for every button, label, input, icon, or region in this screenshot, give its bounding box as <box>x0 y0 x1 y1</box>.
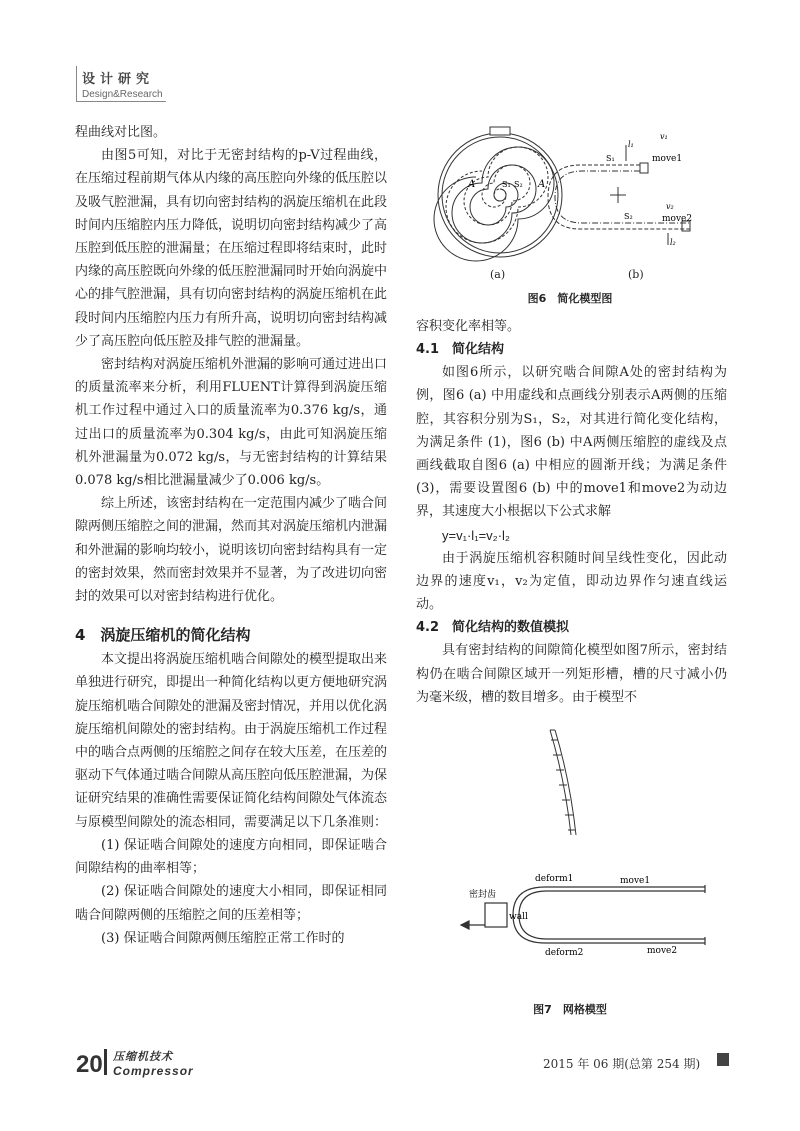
label-move1: move1 <box>620 876 651 886</box>
paragraph: 密封结构对涡旋压缩机外泄漏的影响可通过进出口的质量流率来分析，利用FLUENT计算得到涡旋压缩机工作过程中通过入口的质量流率为0.376 kg/s，通过出口的质量流率为0.304 kg/s，由此可知涡旋压缩机外泄漏量为0.072 kg/s，与无密封结构的计算结果0.078 kg/s相比泄漏量减少了0.006 kg/s。 <box>75 357 388 489</box>
logo-en: Compressor <box>113 1064 194 1078</box>
paragraph: 本文提出将涡旋压缩机啮合间隙处的模型提取出来单独进行研究，即提出一种简化结构以更方便地研究涡旋压缩机啮合间隙处的泄漏及密封情况，并用以优化涡旋压缩机间隙处的密封结构。由于涡旋压缩机工作过程中的啮合点两侧的压缩腔之间存在较大压差，在压差的驱动下气体通过啮合间隙从高压腔向低压腔泄漏，为保证研究结果的准确性需要保证简化结构间隙处气体流态与原模型间隙处的流态相同，需要满足以下几条准则： <box>75 652 388 830</box>
criterion-2: (2) 保证啮合间隙处的速度大小相同，即保证相同啮合间隙两侧的压缩腔之间的压差相等； <box>75 884 387 923</box>
label-deform2: deform2 <box>545 948 584 958</box>
label-v1: v₁ <box>660 132 668 141</box>
label-seal-teeth: 密封齿 <box>469 890 497 900</box>
label-l1: l₁ <box>628 140 634 149</box>
paragraph: 容积变化率相等。 <box>416 319 521 334</box>
figure-6a-scroll <box>434 127 562 261</box>
label-s2-b: S₂ <box>624 212 633 221</box>
subsection-heading: 4.2 简化结构的数值模拟 <box>416 620 570 636</box>
page-number: 20 <box>76 1051 103 1078</box>
label-l2: l₂ <box>670 238 676 247</box>
section-heading: 4 涡旋压缩机的简化结构 <box>75 626 251 645</box>
paragraph: 具有密封结构的间隙简化模型如图7所示，密封结构仍在啮合间隙区域开一列矩形槽，槽的尺寸减小仍为毫米级，槽的数目增多。由于模型不 <box>416 643 727 705</box>
subsection-heading: 4.1 简化结构 <box>416 342 505 358</box>
figure-6b-label: (b) <box>628 268 644 281</box>
left-column <box>75 121 387 950</box>
figure-7-diagram <box>455 725 715 980</box>
criterion-1: (1) 保证啮合间隙处的速度方向相同，即保证啮合间隙结构的曲率相等； <box>75 837 387 877</box>
label-move2: move2 <box>662 214 693 224</box>
figure-6-diagram <box>430 125 730 275</box>
journal-logo <box>113 1048 194 1078</box>
label-wall: wall <box>509 912 528 922</box>
paragraph: 程曲线对比图。 <box>75 125 167 140</box>
footer-square <box>717 1053 729 1066</box>
header-rule-horizontal <box>76 101 166 102</box>
label-move1: move1 <box>652 154 683 164</box>
label-v2: v₂ <box>666 202 674 211</box>
label-a-left: A <box>468 179 476 190</box>
figure-7-caption: 图7 网格模型 <box>533 1003 607 1016</box>
label-s1-b: S₁ <box>606 154 615 163</box>
figure-7-mesh-strip <box>550 730 576 835</box>
header-section-en: Design&Research <box>82 89 163 100</box>
label-s2: S₂ <box>514 180 523 189</box>
paragraph: 由于涡旋压缩机容积随时间呈线性变化，因此动边界的速度v₁，v₂为定值，即动边界作匀速直线运动。 <box>416 550 727 613</box>
label-s1: S₁ <box>502 180 511 189</box>
paragraph: 综上所述，该密封结构在一定范围内减少了啮合间隙两侧压缩腔之间的泄漏，然而其对涡旋压缩机内泄漏和外泄漏的影响均较小，说明该切向密封结构具有一定的密封效果，然而密封效果并不显著，为了改进切向密封的效果可以对密封结构进行优化。 <box>75 496 388 605</box>
paragraph: 如图6所示，以研究啮合间隙A处的密封结构为例，图6 (a) 中用虚线和点画线分别表示A两侧的压缩腔，其容积分别为S₁，S₂，对其进行简化变化结构，为满足条件 (1)，图6 (b) 中A两侧压缩腔的虚线及点画线截取自图6 (a) 中相应的圆渐开线；为满足条件 (3)，需要设置图6 (b) 中的move1和move2为动边界，其速度大小根据以下公式求解 <box>416 365 727 520</box>
figure-6-caption: 图6 简化模型图 <box>527 292 613 305</box>
criterion-3: (3) 保证啮合间隙两侧压缩腔正常工作时的 <box>101 930 345 946</box>
right-column <box>416 315 727 709</box>
header-rule-vertical <box>76 66 77 102</box>
figure-6a-label: (a) <box>490 268 506 281</box>
paragraph: 由图5可知，对比于无密封结构的p-V过程曲线，在压缩过程前期气体从内缘的高压腔向外缘的低压腔以及吸气腔泄漏，具有切向密封结构的涡旋压缩机在此段时间内压缩腔内压力降低，说明切向密封结构减少了高压腔到低压腔的泄漏量；在压缩过程即将结束时，此时内缘的高压腔既向外缘的低压腔泄漏同时开始向涡旋中心的排气腔泄漏，具有切向密封结构的涡旋压缩机在此段时间内压缩腔内压力有所升高，说明切向密封结构减少了高压腔向低压腔及排气腔的泄漏量。 <box>75 148 388 349</box>
label-a-right: A <box>538 179 546 190</box>
issue-info: 2015 年 06 期(总第 254 期) <box>543 1057 701 1071</box>
logo-cn: 压缩机技术 <box>113 1050 173 1063</box>
footer-divider <box>104 1049 107 1075</box>
label-deform1: deform1 <box>535 874 574 884</box>
figure-7-mesh-model <box>461 885 705 945</box>
label-move2: move2 <box>647 946 678 956</box>
formula: y=v₁·l₁=v₂·l₂ <box>442 527 510 543</box>
running-header <box>82 68 163 100</box>
header-section-cn: 设计研究 <box>82 72 155 87</box>
